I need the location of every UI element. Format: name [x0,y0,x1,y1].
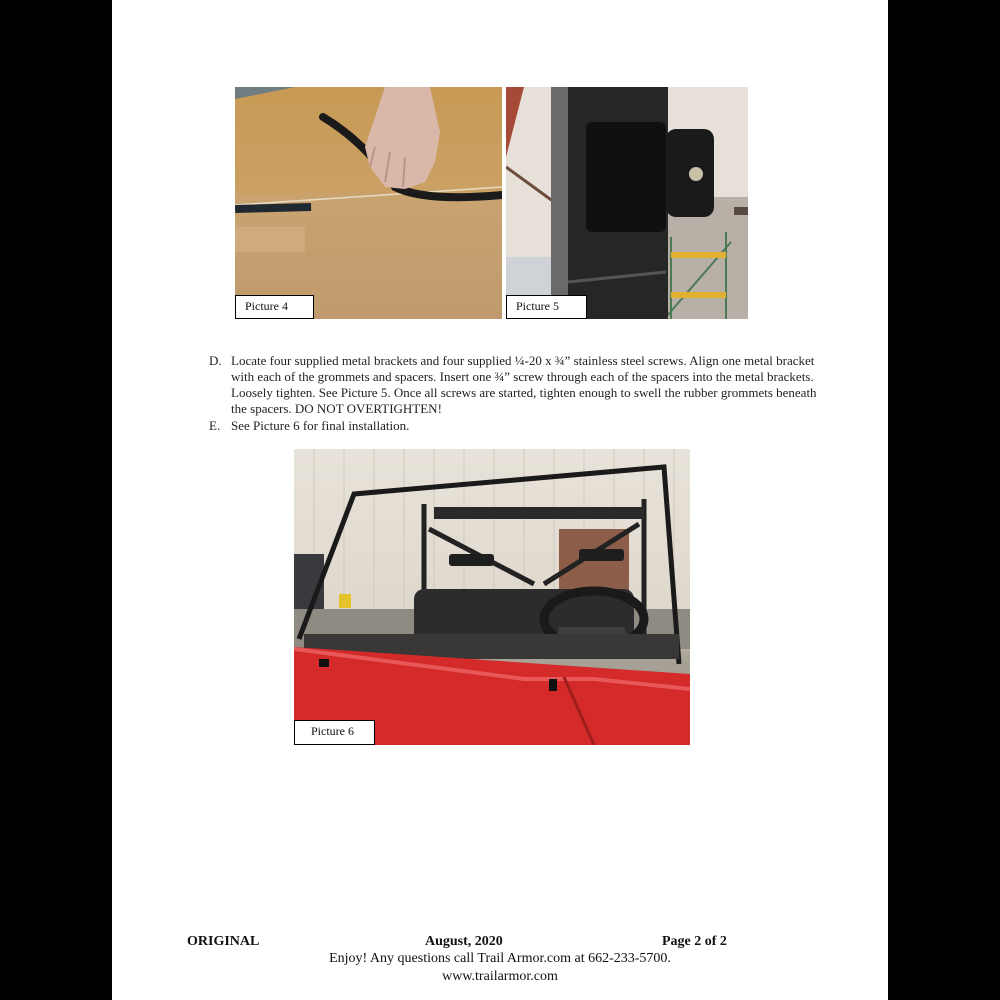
step-e-text: See Picture 6 for final installation. [231,418,410,433]
picture-6-image [294,449,690,745]
picture-4-image [235,87,502,319]
picture-5-image [506,87,748,319]
picture-4-caption: Picture 4 [235,295,314,319]
picture-5-illustration [506,87,748,319]
picture-5-caption: Picture 5 [506,295,587,319]
step-d-text: Locate four supplied metal brackets and four supplied ¼-20 x ¾” stainless steel screws. Align one metal bracket with each of the grommets and spacers. Insert one ¾” screw through each of the spacers into the metal brackets. Loosely tighten. See Picture 5. Once all screws are started, tighten enough to swell the rubber grommets beneath the spacers. DO NOT OVERTIGHTEN! [231,353,817,416]
footer-revision: ORIGINAL [187,934,260,949]
step-d [209,353,849,417]
footer-website: www.trailarmor.com [442,969,558,984]
footer-contact: Enjoy! Any questions call Trail Armor.com at 662-233-5700. [329,951,671,966]
footer-date: August, 2020 [425,934,503,949]
picture-6-caption: Picture 6 [294,720,375,745]
document-page [112,0,888,1000]
picture-4-illustration [235,87,502,319]
step-e [209,418,849,434]
step-e-letter: E. [209,418,221,433]
footer-page-number: Page 2 of 2 [662,934,727,949]
picture-6-illustration [294,449,690,745]
step-d-letter: D. [209,353,222,368]
